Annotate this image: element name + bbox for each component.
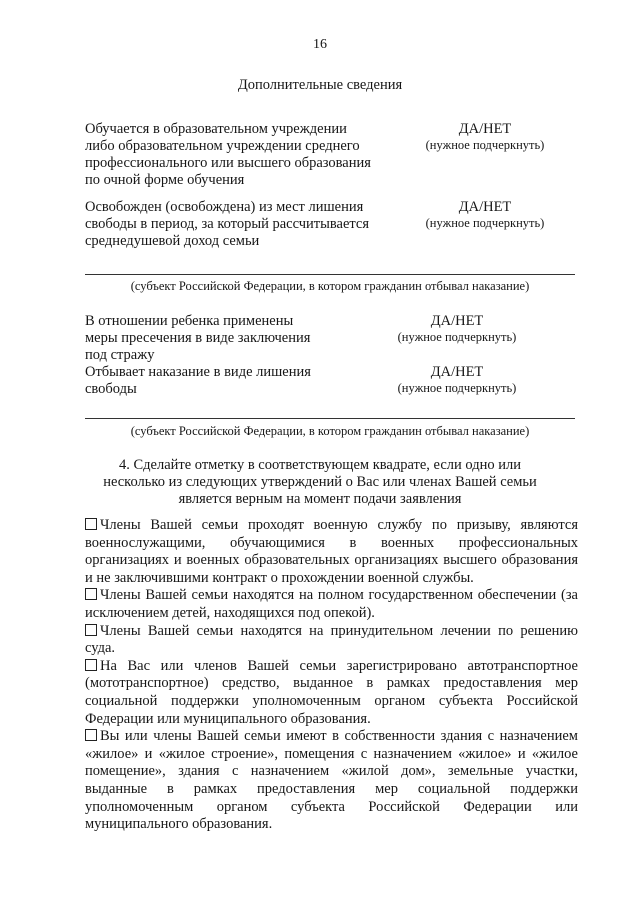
yes-no-choice[interactable]: ДА/НЕТ bbox=[458, 121, 512, 137]
yes-no-choice[interactable]: ДА/НЕТ bbox=[458, 199, 512, 215]
question-line: профессионального или высшего образования bbox=[85, 155, 371, 171]
checkbox-item bbox=[85, 623, 578, 658]
subject-input-line-2[interactable] bbox=[85, 418, 575, 419]
answer-serving-sentence bbox=[382, 364, 532, 396]
checkbox-item bbox=[85, 587, 578, 622]
checkbox[interactable] bbox=[85, 588, 97, 600]
question-released bbox=[85, 199, 388, 250]
checkbox[interactable] bbox=[85, 518, 97, 530]
question-child-custody bbox=[85, 313, 325, 364]
subject-input-line-1[interactable] bbox=[85, 274, 575, 275]
question-line: среднедушевой доход семьи bbox=[85, 233, 260, 249]
checkbox-item bbox=[85, 517, 578, 587]
question-line: либо образовательном учреждении среднего bbox=[85, 138, 360, 154]
question-line: Освобожден (освобождена) из мест лишения bbox=[85, 199, 364, 215]
answer-hint: (нужное подчеркнуть) bbox=[425, 138, 545, 152]
question-serving-sentence bbox=[85, 364, 325, 398]
question-line: свободы в период, за который рассчитывается bbox=[85, 216, 369, 232]
question-line: меры пресечения в виде заключения bbox=[85, 330, 311, 346]
subject-caption-2: (субъект Российской Федерации, в котором гражданин отбывал наказание) bbox=[130, 424, 530, 438]
question-line: свободы bbox=[85, 381, 137, 397]
section-4-title-line: несколько из следующих утверждений о Вас или членах Вашей семьи bbox=[103, 474, 537, 490]
checkbox-item bbox=[85, 658, 578, 728]
question-line: В отношении ребенка применены bbox=[85, 313, 294, 329]
yes-no-choice[interactable]: ДА/НЕТ bbox=[430, 364, 484, 380]
section-heading: Дополнительные сведения bbox=[237, 77, 403, 93]
answer-hint: (нужное подчеркнуть) bbox=[397, 330, 517, 344]
checkbox-item-text: Члены Вашей семьи находятся на полном государственном обеспечении (за исключением детей, находящихся под опекой). bbox=[85, 587, 578, 621]
answer-released bbox=[415, 199, 555, 231]
section-4-title-line: является верным на момент подачи заявления bbox=[178, 491, 462, 507]
section-4-title-line: 4. Сделайте отметку в соответствующем квадрате, если одно или bbox=[118, 457, 522, 473]
question-studying bbox=[85, 121, 388, 189]
section-4-items bbox=[85, 517, 578, 834]
question-line: Отбывает наказание в виде лишения bbox=[85, 364, 311, 380]
subject-caption-1: (субъект Российской Федерации, в котором гражданин отбывал наказание) bbox=[130, 279, 530, 293]
checkbox[interactable] bbox=[85, 659, 97, 671]
question-line: по очной форме обучения bbox=[85, 172, 245, 188]
checkbox-item bbox=[85, 728, 578, 834]
answer-studying bbox=[415, 121, 555, 153]
checkbox[interactable] bbox=[85, 624, 97, 636]
checkbox-item-text: Члены Вашей семьи проходят военную службу по призыву, являются военнослужащими, обучающимися в военных профессиональных организациях и военных образовательных организациях высшего образования и не заключившими контракт о прохождении военной службы. bbox=[85, 517, 578, 586]
section-4-title bbox=[60, 457, 580, 508]
question-line: под стражу bbox=[85, 347, 155, 363]
answer-child-custody bbox=[382, 313, 532, 345]
checkbox-item-text: На Вас или членов Вашей семьи зарегистрировано автотранспортное (мототранспортное) средство, выданное в рамках предоставления мер социальной поддержки уполномоченным органом субъекта Российской Федерации или муниципального образования. bbox=[85, 657, 578, 727]
yes-no-choice[interactable]: ДА/НЕТ bbox=[430, 313, 484, 329]
checkbox-item-text: Вы или члены Вашей семьи имеют в собственности здания с назначением «жилое» и «жилое строение», помещения с назначением «жилое» и «жилое помещение», здания с назначением «жилой дом», земельные участки, выданные в рамках предоставления мер социальной поддержки уполномоченным органом субъекта Российской Федерации или муниципального образования. bbox=[85, 728, 578, 833]
question-line: Обучается в образовательном учреждении bbox=[85, 121, 347, 137]
answer-hint: (нужное подчеркнуть) bbox=[425, 216, 545, 230]
answer-hint: (нужное подчеркнуть) bbox=[397, 381, 517, 395]
checkbox[interactable] bbox=[85, 729, 97, 741]
page-number: 16 bbox=[313, 37, 327, 52]
checkbox-item-text: Члены Вашей семьи находятся на принудительном лечении по решению суда. bbox=[85, 622, 578, 657]
